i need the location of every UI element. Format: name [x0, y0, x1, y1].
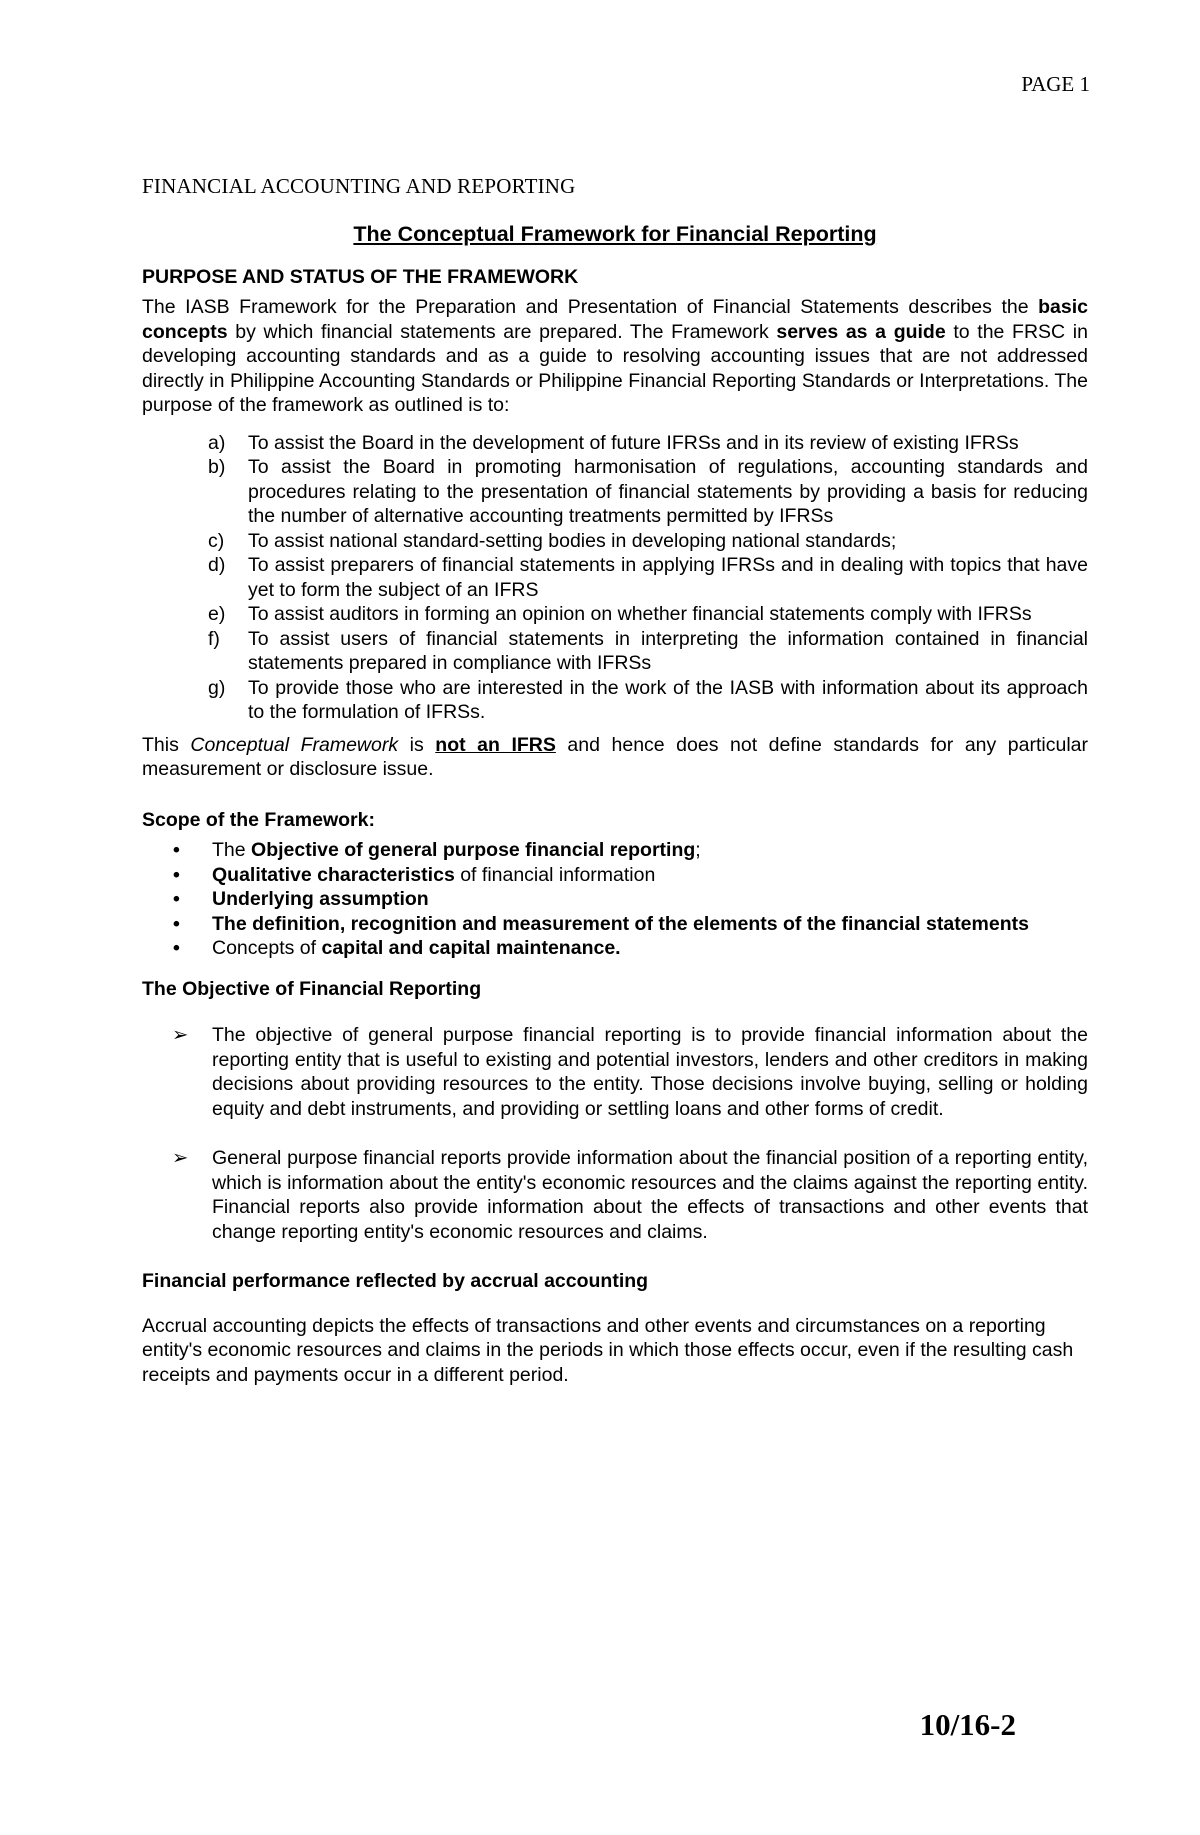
objective-heading: The Objective of Financial Reporting	[142, 977, 482, 1000]
purpose-item-text: To assist preparers of financial statements in applying IFRSs and in dealing with topics that have yet to form the subject of an IFRS	[248, 554, 1088, 601]
accrual-paragraph: Accrual accounting depicts the effects of transactions and other events and circumstances on a reporting entity's economic resources and claims in the periods in which those effects occur, even if the resulting cash receipts and payments occur in a different period.	[142, 1314, 1074, 1386]
scope-heading: Scope of the Framework:	[142, 808, 375, 831]
scope-item	[142, 838, 1088, 863]
intro-text-3: to the FRSC in developing accounting standards and as a guide to resolving accounting issues that are not addressed directly in Philippine Accounting Standards or Philippine Financial Reporting Standards or Interpretations. The purpose of the framework as outlined is to:	[142, 320, 1088, 416]
purpose-item-text: To assist the Board in the development of future IFRSs and in its review of existing IFRSs	[248, 431, 1019, 454]
list-marker: e)	[208, 603, 226, 625]
note-italic-conceptual-framework: Conceptual Framework	[190, 733, 399, 756]
scope-item	[142, 887, 1088, 912]
purpose-item-text: To provide those who are interested in the work of the IASB with information about its approach to the formulation of IFRSs.	[248, 676, 1088, 723]
purpose-item	[142, 529, 1088, 554]
purpose-item-text: To assist auditors in forming an opinion on whether financial statements comply with IFRSs	[248, 603, 1032, 625]
scope-text: The	[212, 839, 252, 861]
bullet-icon: •	[173, 912, 180, 935]
purpose-item	[142, 627, 1088, 676]
scope-item	[142, 863, 1088, 888]
note-text-1: This	[142, 733, 191, 756]
purpose-item-text: To assist the Board in promoting harmonisation of regulations, accounting standards and procedures relating to the presentation of financial statements by providing a basis for reducing the number of alternative accounting treatments permitted by IFRSs	[248, 456, 1088, 527]
page-number: PAGE 1	[1021, 72, 1090, 96]
objective-point	[142, 1023, 1088, 1121]
scope-text: Concepts of	[212, 937, 322, 959]
purpose-heading: PURPOSE AND STATUS OF THE FRAMEWORK	[142, 265, 579, 288]
note-text-2: is	[398, 733, 436, 756]
intro-bold-basic-concepts: basic concepts	[142, 296, 1088, 343]
note-text-3: and hence does not define standards for any particular measurement or disclosure issue.	[142, 733, 1088, 780]
objective-point-text: General purpose financial reports provide information about the financial position of a reporting entity, which is information about the entity's economic resources and the claims against the reporting entity. Financial reports also provide information about the effects of transactions and other events that change reporting entity's economic resources and claims.	[212, 1147, 1088, 1243]
document-body	[142, 222, 1088, 1387]
list-marker: b)	[208, 456, 226, 478]
purpose-item-text: To assist users of financial statements in interpreting the information contained in financial statements prepared in compliance with IFRSs	[248, 627, 1088, 674]
objective-point	[142, 1146, 1088, 1244]
scope-bold-text: Qualitative characteristics	[212, 863, 455, 886]
not-an-ifrs-note	[142, 733, 1088, 782]
scope-text: ;	[695, 839, 701, 861]
scope-item	[142, 936, 1088, 961]
scope-list	[142, 838, 1088, 961]
scope-bold-text: Underlying assumption	[212, 888, 429, 910]
document-title: The Conceptual Framework for Financial Reporting	[353, 222, 877, 246]
bullet-icon: •	[173, 863, 180, 886]
bullet-icon: •	[173, 888, 180, 910]
list-marker: a)	[208, 431, 226, 454]
scope-text: of financial information	[454, 863, 656, 886]
arrow-bullet-icon: ➢	[172, 1147, 189, 1169]
intro-bold-serves-as-guide: serves as a guide	[776, 320, 946, 343]
scope-bold-text: capital and capital maintenance.	[321, 937, 621, 959]
purpose-item	[142, 455, 1088, 529]
objective-list	[142, 1023, 1088, 1244]
list-marker: f)	[208, 627, 220, 650]
purpose-item	[142, 553, 1088, 602]
objective-point-text: The objective of general purpose financial reporting is to provide financial information about the reporting entity that is useful to existing and potential investors, lenders and other creditors in making decisions about providing resources to the entity. Those decisions involve buying, selling or holding equity and debt instruments, and providing or settling loans and other forms of credit.	[212, 1024, 1088, 1120]
arrow-bullet-icon: ➢	[172, 1024, 189, 1046]
footer-code: 10/16-2	[919, 1707, 1016, 1742]
scope-bold-text: Objective of general purpose financial reporting	[251, 839, 696, 861]
note-not-an-ifrs: not an IFRS	[435, 733, 556, 756]
list-marker: c)	[208, 529, 225, 552]
accrual-heading: Financial performance reflected by accrual accounting	[142, 1270, 649, 1292]
intro-text-2: by which financial statements are prepared. The Framework	[227, 320, 777, 343]
list-marker: d)	[208, 554, 226, 576]
purpose-list	[142, 431, 1088, 725]
scope-item	[142, 912, 1088, 937]
purpose-intro-paragraph	[142, 295, 1088, 418]
bullet-icon: •	[173, 839, 180, 861]
bullet-icon: •	[173, 937, 180, 959]
course-title: FINANCIAL ACCOUNTING AND REPORTING	[142, 174, 576, 198]
purpose-item	[142, 431, 1088, 456]
purpose-item-text: To assist national standard-setting bodies in developing national standards;	[248, 529, 897, 552]
intro-text-1: The IASB Framework for the Preparation and Presentation of Financial Statements describes the	[142, 296, 1039, 318]
purpose-item	[142, 676, 1088, 725]
purpose-item	[142, 602, 1088, 627]
scope-bold-text: The definition, recognition and measurement of the elements of the financial statements	[212, 912, 1029, 935]
list-marker: g)	[208, 676, 226, 699]
